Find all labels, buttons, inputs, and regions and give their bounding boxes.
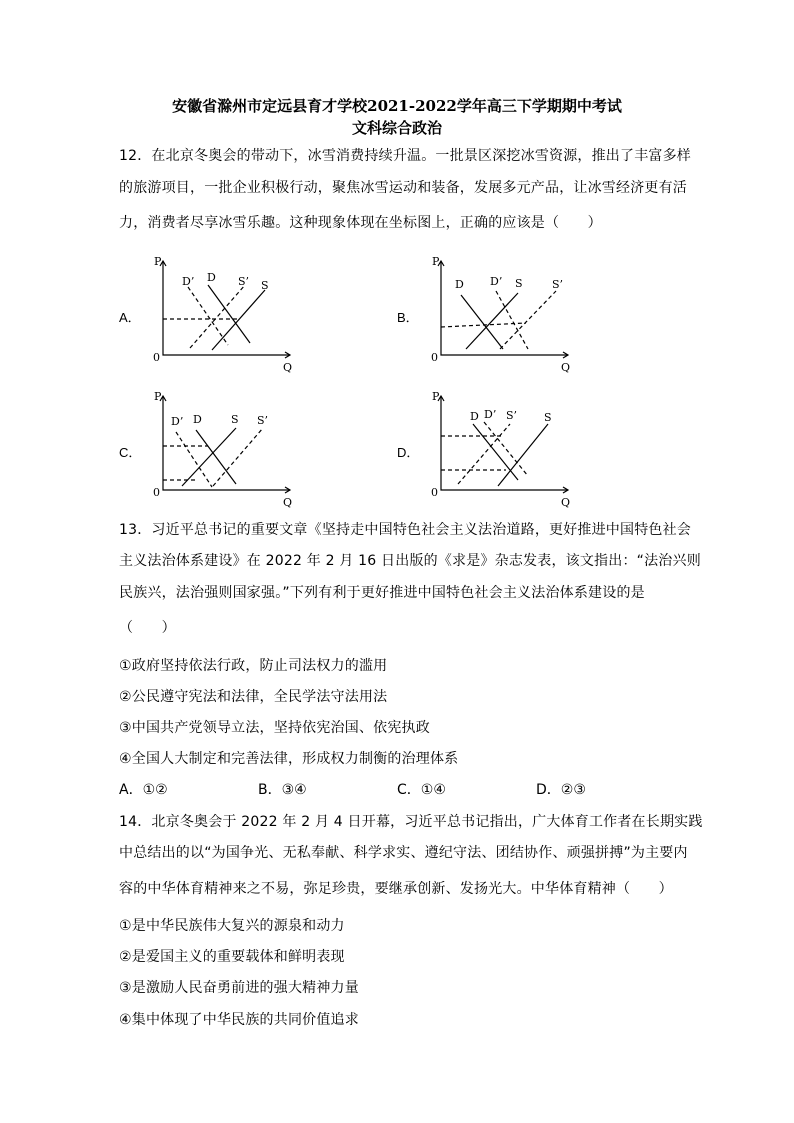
q14-statement-4: ④集中体现了中华民族的共同价值追求 xyxy=(119,1012,359,1028)
q12-option-d-label: D． xyxy=(397,445,420,460)
q14-text-line-2: 中总结出的以“为国争光、无私奉献、科学求实、遵纪守法、团结协作、顽强拼搏”为主要内 xyxy=(119,845,688,861)
q14-statement-1: ①是中华民族伟大复兴的源泉和动力 xyxy=(119,918,345,934)
d-label: D xyxy=(207,271,216,284)
s-prime-label: S’ xyxy=(552,278,564,291)
q12-text-line-3: 力，消费者尽享冰雪乐趣。这种现象体现在坐标图上，正确的应该是（ ） xyxy=(119,215,602,231)
q14-statement-2: ②是爱国主义的重要载体和鲜明表现 xyxy=(119,949,345,965)
s-prime-curve xyxy=(190,285,245,348)
q14-statement-3: ③是激励人民奋勇前进的强大精神力量 xyxy=(119,980,359,996)
q13-text-line-3: 民族兴，法治强则国家强。”下列有利于更好推进中国特色社会主义法治体系建设的是 xyxy=(119,585,645,601)
q12-graph-d xyxy=(428,390,578,514)
q14-text-line-3: 容的中华体育精神来之不易，弥足珍贵，要继承创新、发扬光大。中华体育精神（ ） xyxy=(119,881,673,897)
d-label: D xyxy=(455,278,464,291)
q13-statement-2: ②公民遵守宪法和法律，全民学法守法用法 xyxy=(119,689,388,705)
p-axis-label: P xyxy=(154,255,162,268)
q13-choice-a: A．①② xyxy=(119,782,168,798)
q-axis-label: Q xyxy=(283,496,293,509)
s-prime-label: S’ xyxy=(238,275,250,288)
p-axis-label: P xyxy=(154,390,162,403)
d-label: D xyxy=(470,410,479,423)
s-curve xyxy=(212,290,265,350)
p-axis-label: P xyxy=(432,390,440,403)
q12-text-line-1: 12．在北京冬奥会的带动下，冰雪消费持续升温。一批景区深挖冰雪资源，推出了丰富多样 xyxy=(119,148,692,164)
d-prime-label: D’ xyxy=(182,275,195,288)
s-prime-curve xyxy=(213,428,263,486)
d-curve xyxy=(461,295,503,349)
exam-title: 安徽省滁州市定远县育才学校2021-2022学年高三下学期期中考试 xyxy=(172,97,622,115)
q12-option-c-label: C． xyxy=(119,445,142,460)
q13-statement-3: ③中国共产党领导立法，坚持依宪治国、依宪执政 xyxy=(119,720,430,736)
q12-graph-a xyxy=(150,255,300,379)
axes xyxy=(163,396,290,490)
d-prime-curve xyxy=(188,287,228,345)
d-label: D xyxy=(193,413,202,426)
p-axis-label: P xyxy=(432,255,440,268)
s-curve xyxy=(498,424,548,486)
q-axis-label: Q xyxy=(561,496,571,509)
q12-option-a-label: A． xyxy=(119,310,141,325)
s-label: S xyxy=(231,413,239,426)
s-prime-curve xyxy=(458,424,510,484)
q13-choice-d: D．②③ xyxy=(536,782,586,798)
s-label: S xyxy=(515,277,523,290)
q13-choice-b: B．③④ xyxy=(258,782,307,798)
q12-option-b-label: B． xyxy=(397,310,419,325)
d-curve xyxy=(196,430,236,484)
d-prime-label: D’ xyxy=(490,275,503,288)
origin-label: 0 xyxy=(431,351,438,364)
s-curve xyxy=(182,428,236,486)
q13-choice-c: C．①④ xyxy=(397,782,446,798)
q12-graph-c xyxy=(150,390,300,514)
origin-label: 0 xyxy=(153,351,160,364)
q13-text-line-1: 13．习近平总书记的重要文章《坚持走中国特色社会主义法治道路，更好推进中国特色社会 xyxy=(119,522,692,538)
d-curve xyxy=(473,424,518,480)
exam-subject: 文科综合政治 xyxy=(351,119,442,137)
q-axis-label: Q xyxy=(561,361,571,374)
q13-statement-4: ④全国人大制定和完善法律，形成权力制衡的治理体系 xyxy=(119,751,459,767)
q14-text-line-1: 14．北京冬奥会于 2022 年 2 月 4 日开幕，习近平总书记指出，广大体育工作者在长期实践 xyxy=(119,814,703,830)
s-prime-label: S’ xyxy=(257,414,269,427)
d-prime-curve xyxy=(484,422,528,476)
origin-label: 0 xyxy=(431,486,438,499)
d-prime-label: D’ xyxy=(484,408,497,421)
q13-text-line-4: （ ） xyxy=(119,620,176,636)
s-prime-label: S’ xyxy=(506,409,518,422)
d-prime-label: D’ xyxy=(171,415,184,428)
q13-text-line-2: 主义法治体系建设》在 2022 年 2 月 16 日出版的《求是》杂志发表，该文指出：“法治兴则 xyxy=(119,553,701,569)
q12-text-line-2: 的旅游项目，一批企业积极行动，聚焦冰雪运动和装备，发展多元产品，让冰雪经济更有活 xyxy=(119,180,687,196)
q12-graph-b xyxy=(428,255,578,379)
origin-label: 0 xyxy=(153,486,160,499)
q13-statement-1: ①政府坚持依法行政，防止司法权力的滥用 xyxy=(119,658,388,674)
s-curve xyxy=(466,293,518,349)
q-axis-label: Q xyxy=(283,361,293,374)
s-prime-curve xyxy=(500,291,556,349)
s-label: S xyxy=(544,411,552,424)
s-label: S xyxy=(261,279,269,292)
